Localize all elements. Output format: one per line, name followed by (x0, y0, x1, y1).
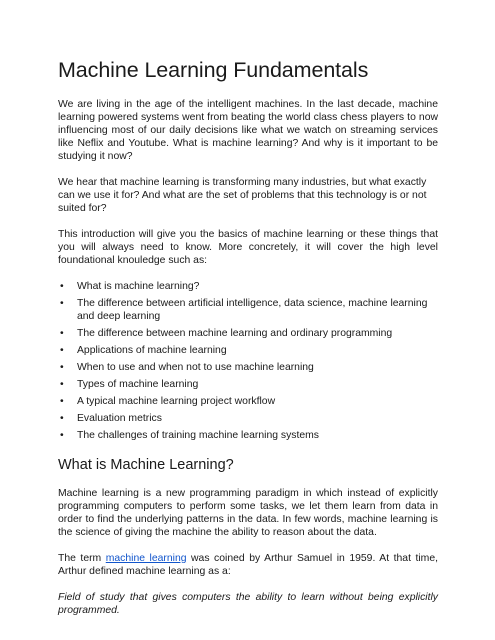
paragraph-text: was coined by Arthur Samuel in 1959. At that time, Arthur defined machine learning as a: (58, 553, 438, 577)
page-title: Machine Learning Fundamentals (58, 58, 369, 82)
document-page (58, 56, 438, 630)
list-item-text: The challenges of training machine learning systems (77, 430, 319, 441)
bullet-icon: • (60, 396, 64, 407)
topics-list (58, 280, 438, 442)
section-heading: What is Machine Learning? (58, 457, 234, 473)
intro-paragraph-1: We are living in the age of the intelligent machines. In the last decade, machine learning powered systems went from beating the world class chess players to now influencing most of our daily decisions like what we watch on streaming services like Neflix and Youtube. What is machine learning? And why is it important to be studying it now? (58, 99, 438, 162)
list-item-text: Applications of machine learning (77, 345, 227, 356)
list-item (58, 361, 438, 374)
list-item (58, 395, 438, 408)
bullet-icon: • (60, 328, 64, 339)
paragraph-text: The term (58, 553, 106, 564)
bullet-icon: • (60, 362, 64, 373)
list-item-text: A typical machine learning project workflow (77, 396, 276, 407)
list-item (58, 280, 438, 293)
list-item (58, 378, 438, 391)
list-item-text: Evaluation metrics (77, 413, 162, 424)
intro-paragraph-3: This introduction will give you the basics of machine learning or these things that you will always need to know. More concretely, it will cover the high level foundational knouledge such as: (58, 229, 438, 266)
list-item (58, 344, 438, 357)
bullet-icon: • (60, 413, 64, 424)
definition-quote: Field of study that gives computers the ability to learn without being explicitly programmed. (58, 592, 438, 616)
bullet-icon: • (60, 430, 64, 441)
bullet-icon: • (60, 379, 64, 390)
intro-paragraph-2: We hear that machine learning is transforming many industries, but what exactly can we use it for? And what are the set of problems that this technology is or not suited for? (58, 177, 427, 214)
section-paragraph-2 (58, 552, 438, 578)
list-item-text: What is machine learning? (77, 281, 200, 292)
list-item-text: Types of machine learning (77, 379, 199, 390)
list-item (58, 327, 438, 340)
list-item (58, 297, 438, 323)
machine-learning-link[interactable]: machine learning (105, 553, 187, 564)
list-item (58, 429, 438, 442)
list-item (58, 412, 438, 425)
list-item-text: When to use and when not to use machine learning (77, 362, 314, 373)
list-item-text: The difference between machine learning and ordinary programming (77, 328, 393, 339)
list-item-text: The difference between artificial intelligence, data science, machine learning and deep learning (77, 298, 428, 322)
section-paragraph-1: Machine learning is a new programming paradigm in which instead of explicitly programming computers to perform some tasks, we let them learn from data in order to find the underlying patterns in the data. In few words, machine learning is the science of giving the machine the ability to reason about the data. (58, 488, 438, 538)
bullet-icon: • (60, 298, 64, 309)
bullet-icon: • (60, 281, 64, 292)
bullet-icon: • (60, 345, 64, 356)
